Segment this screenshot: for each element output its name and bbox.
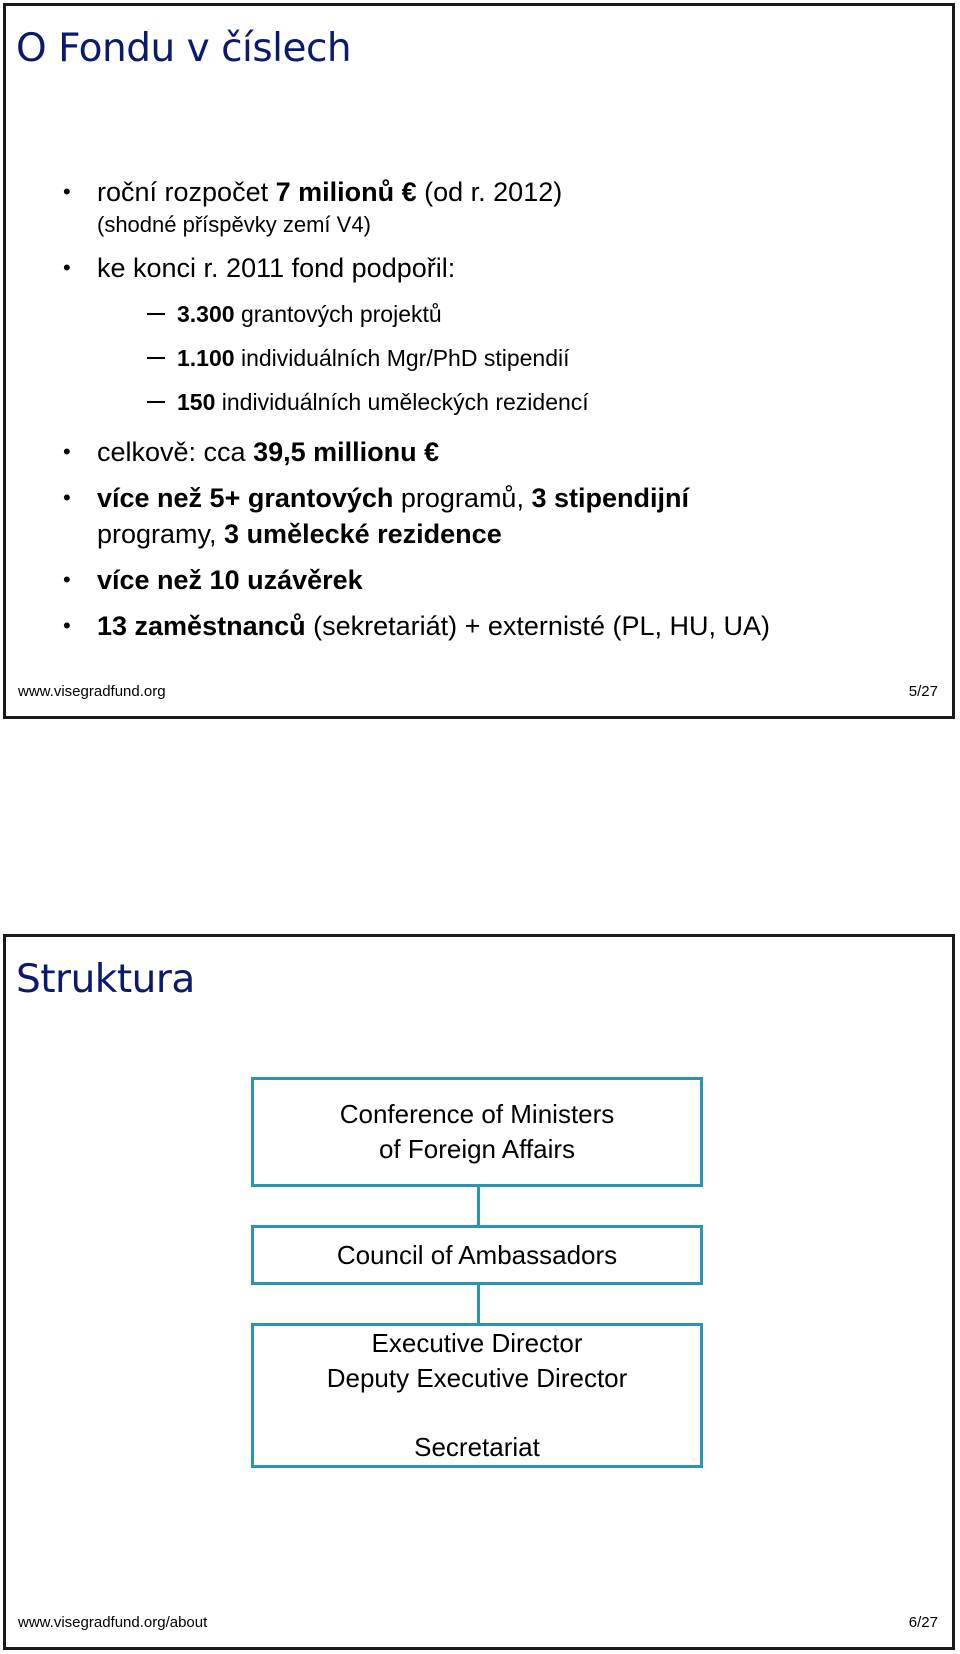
bullet-dot-icon: •	[63, 255, 71, 280]
programs-text-2: programy,	[97, 519, 225, 549]
page-number: 5/27	[908, 683, 938, 700]
org-box-line: Deputy Executive Director	[326, 1363, 628, 1393]
bullet-support	[61, 250, 931, 424]
total-amount: 39,5 millionu €	[253, 437, 440, 467]
support-sub-list	[97, 292, 931, 424]
programs-grants: více než 5+ grantových	[97, 483, 394, 513]
org-box-line: Executive Director	[371, 1328, 583, 1358]
total-text: celkově: cca	[97, 437, 254, 467]
org-box-conference	[251, 1077, 703, 1187]
sub-item-count: 1.100	[177, 345, 235, 371]
sub-item-label: individuálních Mgr/PhD stipendií	[234, 345, 570, 371]
org-box-line: Secretariat	[414, 1432, 540, 1462]
slide-fund-in-numbers	[3, 3, 955, 719]
sub-item-label: individuálních uměleckých rezidencí	[215, 389, 589, 415]
budget-text: roční rozpočet	[97, 177, 276, 207]
programs-scholarships: 3 stipendijní	[531, 483, 689, 513]
dash-icon	[147, 313, 165, 315]
budget-since: (od r. 2012)	[416, 177, 563, 207]
org-box-line: Conference of Ministers	[339, 1099, 615, 1129]
bullet-deadlines	[61, 562, 931, 598]
bullet-budget	[61, 174, 931, 240]
org-connector	[477, 1187, 480, 1225]
sub-item-grants	[97, 292, 931, 336]
programs-text: programů,	[393, 483, 532, 513]
budget-note: (shodné příspěvky zemí V4)	[97, 212, 371, 237]
org-connector	[477, 1285, 480, 1323]
slide-title: Struktura	[16, 957, 195, 1002]
deadlines-text: více než 10 uzávěrek	[97, 565, 363, 595]
sub-item-count: 3.300	[177, 301, 235, 327]
slide-title: O Fondu v číslech	[16, 26, 352, 71]
page-number: 6/27	[908, 1614, 938, 1631]
staff-text: (sekretariát) + externisté (PL, HU, UA)	[305, 611, 770, 641]
footer-url: www.visegradfund.org/about	[18, 1614, 208, 1631]
footer-url: www.visegradfund.org	[18, 683, 166, 700]
bullet-dot-icon: •	[63, 485, 71, 510]
support-text: ke konci r. 2011 fond podpořil:	[97, 253, 456, 283]
org-box-executive	[251, 1323, 703, 1468]
sub-item-residencies	[97, 380, 931, 424]
bullet-total	[61, 434, 931, 470]
bullet-list	[61, 174, 931, 654]
sub-item-scholarships	[97, 336, 931, 380]
programs-residencies: 3 umělecké rezidence	[224, 519, 502, 549]
sub-item-count: 150	[177, 389, 216, 415]
bullet-dot-icon: •	[63, 567, 71, 592]
org-box-council	[251, 1225, 703, 1285]
sub-item-label: grantových projektů	[234, 301, 442, 327]
bullet-programs	[61, 480, 931, 552]
org-box-line: Council of Ambassadors	[336, 1239, 618, 1270]
org-box-line: of Foreign Affairs	[378, 1134, 576, 1164]
bullet-dot-icon: •	[63, 179, 71, 204]
bullet-dot-icon: •	[63, 439, 71, 464]
slide-structure	[3, 934, 955, 1650]
budget-amount: 7 milionů €	[275, 177, 417, 207]
dash-icon	[147, 401, 165, 403]
bullet-staff	[61, 608, 931, 644]
dash-icon	[147, 357, 165, 359]
bullet-dot-icon: •	[63, 613, 71, 638]
staff-count: 13 zaměstnanců	[97, 611, 306, 641]
